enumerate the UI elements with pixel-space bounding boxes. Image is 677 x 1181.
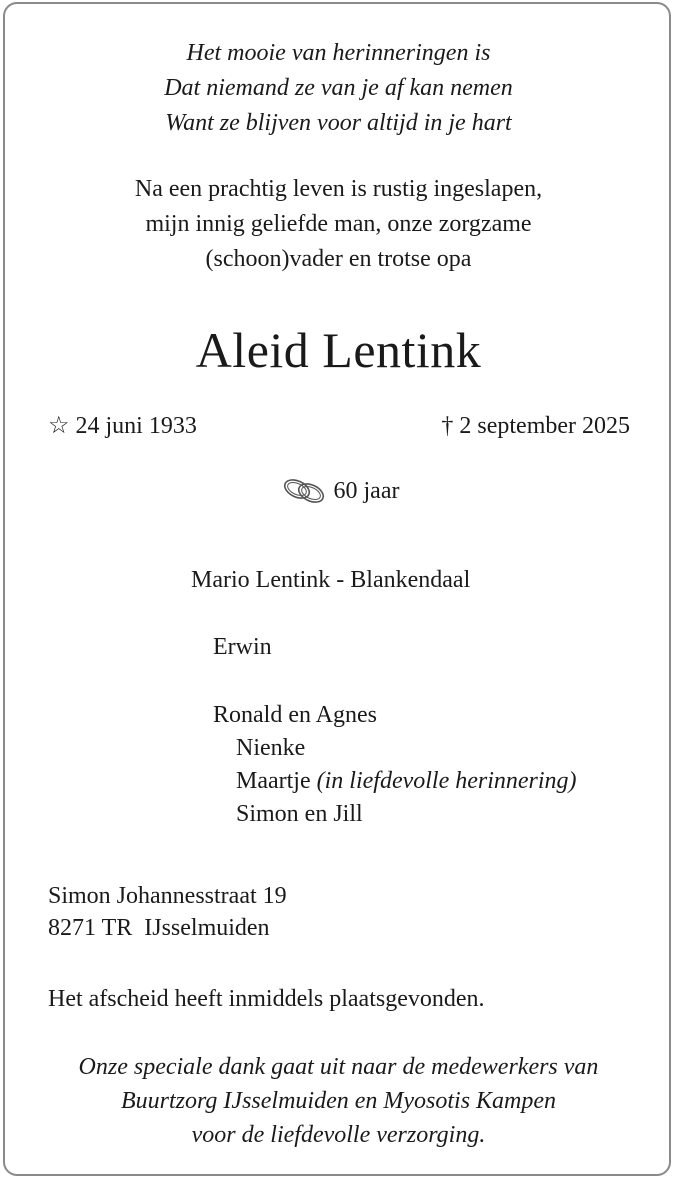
grandchild-label: Nienke <box>236 735 306 761</box>
grandchild-label: Simon en Jill <box>236 801 363 827</box>
farewell-notice: Het afscheid heeft inmiddels plaatsgevonden. <box>48 986 485 1012</box>
birth-date: 24 juni 1933 <box>75 413 197 439</box>
wife-name: Mario Lentink - Blankendaal <box>191 567 471 593</box>
thanks-text <box>0 1050 677 1152</box>
marriage-duration <box>0 474 677 508</box>
grandchild-name <box>236 799 363 829</box>
grandchild-name <box>236 766 577 796</box>
intro-line: (schoon)vader en trotse opa <box>205 246 472 272</box>
marriage-years: 60 jaar <box>333 478 400 504</box>
death-date: 2 september 2025 <box>459 413 630 439</box>
intro-line: Na een prachtig leven is rustig ingeslapen, <box>134 176 543 202</box>
life-dates <box>48 410 630 442</box>
birth-date-group <box>48 410 197 442</box>
intro-text <box>0 172 677 277</box>
death-date-group <box>441 410 630 442</box>
address-street: Simon Johannesstraat 19 <box>48 883 287 909</box>
memorial-poem <box>0 36 677 141</box>
poem-line: Want ze blijven voor altijd in je hart <box>165 110 512 136</box>
child-name: Erwin <box>213 634 272 660</box>
intro-line: mijn innig geliefde man, onze zorgzame <box>145 211 532 237</box>
child-name: Ronald en Agnes <box>213 702 377 728</box>
wedding-rings-icon <box>278 477 330 505</box>
address-city: 8271 TR IJsselmuiden <box>48 915 270 941</box>
star-icon: ☆ <box>48 413 70 439</box>
thanks-line: voor de liefdevolle verzorging. <box>191 1122 486 1148</box>
grandchild-label: Maartje <box>236 768 311 794</box>
memorial-note: (in liefdevolle herinnering) <box>316 768 577 794</box>
cross-icon: † <box>441 413 454 439</box>
deceased-name: Aleid Lentink <box>195 322 482 378</box>
grandchild-name <box>236 733 305 763</box>
thanks-line: Onze speciale dank gaat uit naar de medewerkers van <box>78 1054 599 1080</box>
poem-line: Dat niemand ze van je af kan nemen <box>164 75 513 101</box>
poem-line: Het mooie van herinneringen is <box>186 40 491 66</box>
address-block <box>48 880 287 944</box>
thanks-line: Buurtzorg IJsselmuiden en Myosotis Kampen <box>120 1088 557 1114</box>
